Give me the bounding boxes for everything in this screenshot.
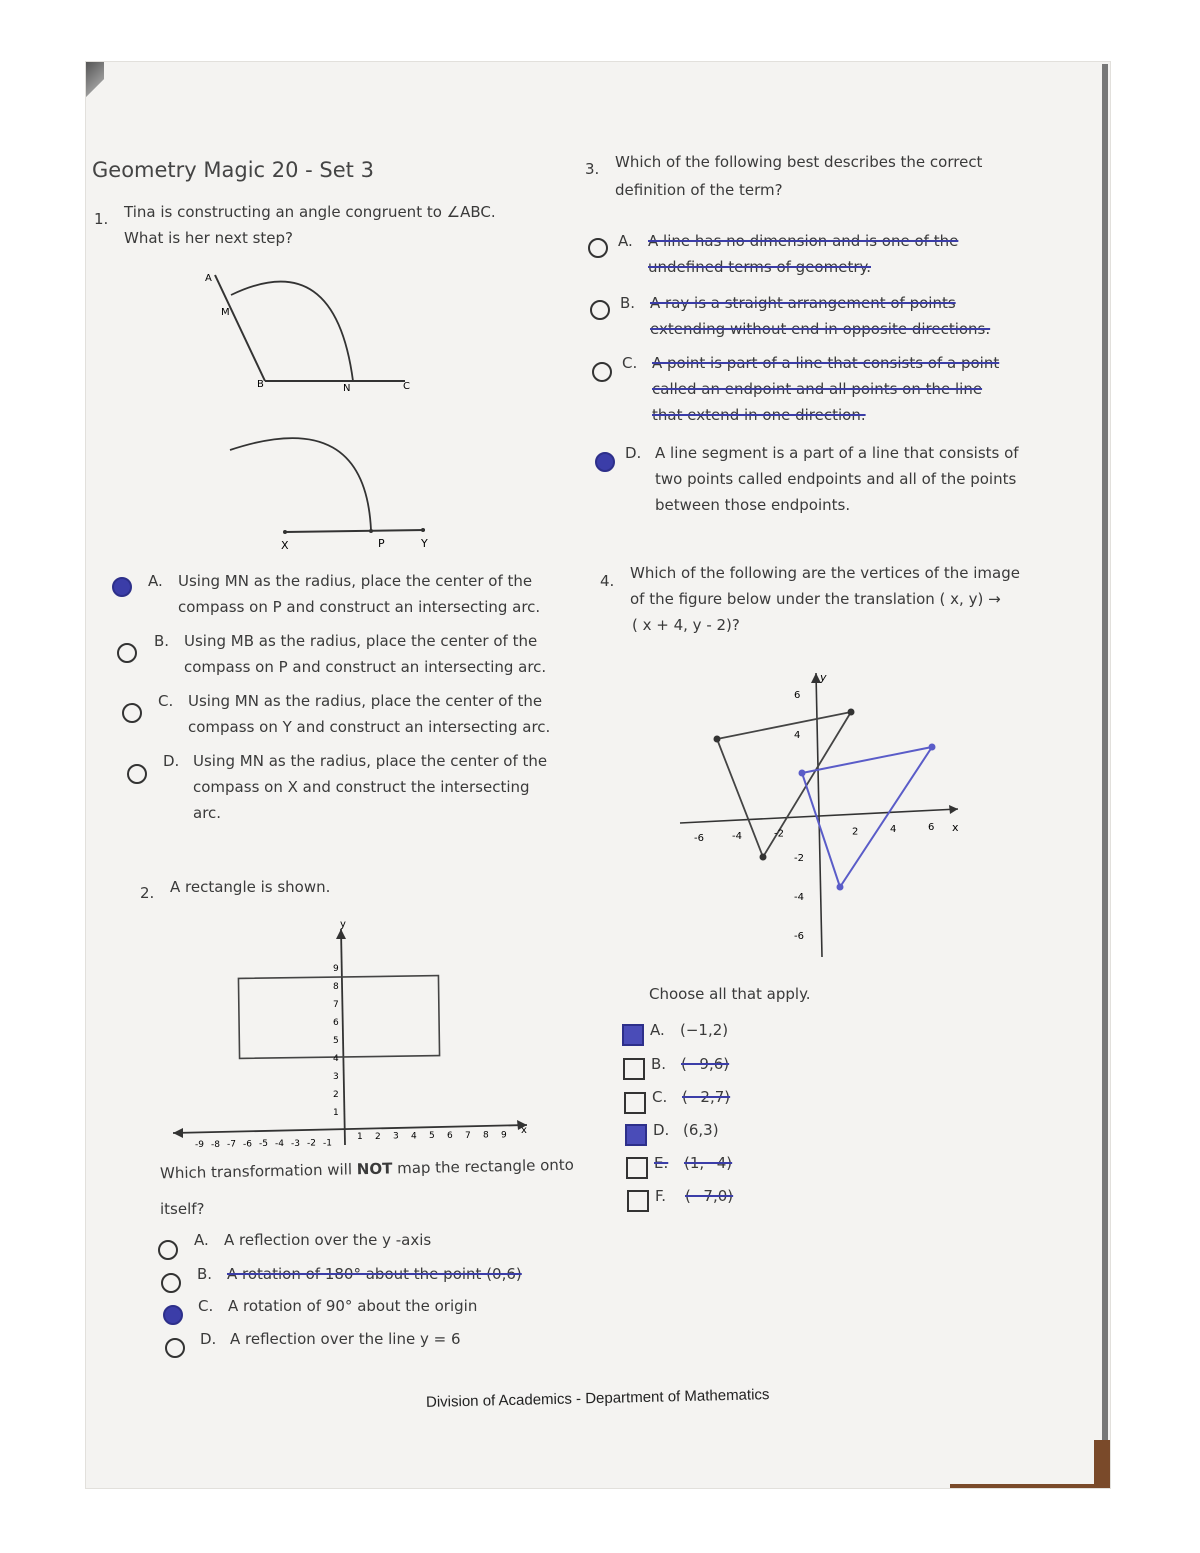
x-tick-label: 6: [447, 1131, 453, 1141]
q1-text-line2: What is her next step?: [124, 229, 294, 247]
ray-XY: [285, 530, 425, 532]
q4-option-c-checkbox[interactable]: [624, 1092, 646, 1114]
q1-option-a-radio[interactable]: [112, 577, 132, 597]
q4-option-f[interactable]: F. (−7,0): [655, 1187, 734, 1205]
q2-text: A rectangle is shown.: [170, 878, 331, 896]
q1-option-a[interactable]: A. Using MN as the radius, place the center of the compass on P and construct an intersecting arc.: [148, 572, 541, 616]
image-triangle: [802, 747, 935, 887]
label-P: P: [378, 537, 385, 550]
y-tick-label: 6: [333, 1018, 339, 1028]
q2-number: 2.: [140, 884, 155, 902]
x-tick-label: 6: [928, 822, 935, 833]
x-axis-arrow: [949, 805, 958, 814]
q3-option-c[interactable]: C. A point is part of a line that consists of a point called an endpoint and all points on the line that extend in one direction.: [622, 354, 1000, 424]
x-tick-label: -6: [243, 1139, 252, 1150]
q2-option-b[interactable]: B. A rotation of 180° about the point (0,6): [197, 1265, 522, 1283]
x-tick-label: -2: [307, 1138, 316, 1149]
q2-question-line2: itself?: [160, 1200, 205, 1218]
y-tick-label: 4: [794, 730, 801, 741]
label-A: A: [205, 273, 212, 284]
vertex-original-3: [760, 854, 767, 861]
y-tick-label: -4: [794, 892, 804, 903]
q4-translation-graph: [670, 665, 970, 965]
q4-option-a[interactable]: A. (−1,2): [650, 1021, 729, 1039]
x-tick-label: -5: [259, 1139, 268, 1150]
q3-option-d[interactable]: D. A line segment is a part of a line that consists of two points called endpoints and all of the points between those endpoints.: [625, 444, 1019, 514]
q1-text-line1: Tina is constructing an angle congruent to ∠ABC.: [124, 203, 496, 221]
q4-option-e[interactable]: E. (1,−4): [654, 1154, 733, 1172]
x-tick-label: -8: [211, 1139, 220, 1150]
x-tick-label: -2: [774, 828, 784, 840]
y-axis-arrow: [336, 929, 346, 939]
x-tick-label: -7: [227, 1139, 236, 1150]
q4-option-e-checkbox[interactable]: [626, 1157, 648, 1179]
q3-text-line2: definition of the term?: [615, 181, 783, 199]
x-axis-label: x: [521, 1125, 527, 1136]
q1-option-c-radio[interactable]: [122, 703, 142, 723]
q3-option-b[interactable]: B. A ray is a straight arrangement of points extending without end in opposite directions.: [620, 294, 991, 338]
q1-option-b-radio[interactable]: [117, 643, 137, 663]
background-edge: [950, 1484, 1110, 1488]
q3-option-a-radio[interactable]: [588, 238, 608, 258]
q2-question-line1: Which transformation will NOT map the rectangle onto: [159, 1155, 575, 1183]
y-tick-label: 2: [333, 1090, 339, 1100]
x-tick-label: -1: [323, 1138, 332, 1149]
x-tick-label: 1: [357, 1132, 363, 1142]
vertex-original-2: [848, 709, 855, 716]
y-tick-label: 8: [333, 982, 339, 992]
arc-MN: [231, 282, 353, 381]
x-tick-label: -9: [195, 1140, 204, 1150]
vertex-original-1: [714, 736, 721, 743]
q4-option-d[interactable]: D. (6,3): [653, 1121, 719, 1139]
x-ticks-positive: [357, 1130, 507, 1142]
y-tick-label: 1: [333, 1108, 339, 1118]
q1-number: 1.: [94, 210, 109, 228]
background-corner: [1094, 1440, 1110, 1488]
q2-coordinate-grid: [165, 915, 545, 1150]
x-tick-label: -4: [732, 830, 742, 842]
label-N: N: [343, 383, 351, 394]
y-axis-label: y: [340, 919, 346, 930]
label-M: M: [221, 307, 230, 318]
q4-option-b-checkbox[interactable]: [623, 1058, 645, 1080]
x-tick-label: 3: [393, 1131, 399, 1142]
y-tick-label: -6: [794, 931, 804, 942]
page-title: Geometry Magic 20 - Set 3: [92, 158, 374, 182]
vertex-image-3: [837, 884, 844, 891]
y-ticks: [333, 964, 339, 1118]
x-tick-label: 9: [501, 1130, 507, 1141]
x-tick-label: 4: [411, 1131, 417, 1142]
q2-option-c-radio[interactable]: [163, 1305, 183, 1325]
x-tick-label: -4: [275, 1139, 284, 1149]
graph-y-ticks: [794, 690, 804, 942]
x-tick-label: -3: [291, 1138, 300, 1149]
q4-text-line2: of the figure below under the translation ( x, y) →: [630, 590, 1001, 608]
q4-text-line1: Which of the following are the vertices of the image: [630, 564, 1020, 582]
q1-construction-figure: [195, 265, 445, 555]
vertex-image-1: [799, 770, 806, 777]
point-Y: [421, 528, 425, 532]
arc-construction: [230, 438, 371, 530]
q2-option-d[interactable]: D. A reflection over the line y = 6: [200, 1330, 461, 1348]
q4-option-d-checkbox[interactable]: [625, 1124, 647, 1146]
page-shadow-edge: [1102, 64, 1108, 1484]
rectangle: [238, 976, 439, 1059]
q2-option-d-radio[interactable]: [165, 1338, 185, 1358]
label-Y: Y: [421, 537, 428, 550]
x-tick-label: 8: [483, 1130, 489, 1141]
q3-number: 3.: [585, 160, 600, 178]
q4-option-b[interactable]: B. (−9,6): [651, 1055, 730, 1073]
q2-option-c[interactable]: C. A rotation of 90° about the origin: [198, 1297, 478, 1315]
point-P: [369, 529, 373, 533]
q3-option-d-radio[interactable]: [595, 452, 615, 472]
y-tick-label: 7: [333, 1000, 339, 1010]
label-X: X: [281, 539, 289, 552]
x-tick-label: -6: [694, 833, 704, 844]
graph-y-label: y: [820, 671, 827, 684]
label-B: B: [257, 379, 264, 390]
x-tick-label: 5: [429, 1131, 435, 1142]
x-axis: [173, 1125, 527, 1133]
q4-choose-all: Choose all that apply.: [649, 985, 811, 1003]
x-axis-arrow-left: [173, 1128, 183, 1138]
q4-number: 4.: [600, 572, 615, 590]
point-X: [283, 530, 287, 534]
q1-option-d-radio[interactable]: [127, 764, 147, 784]
q3-option-a[interactable]: A. A line has no dimension and is one of the undefined terms of geometry.: [618, 232, 959, 276]
page-footer: Division of Academics - Department of Mathematics: [425, 1386, 770, 1411]
x-tick-label: 4: [890, 824, 897, 836]
graph-x-ticks: [694, 822, 934, 844]
q1-option-c[interactable]: C. Using MN as the radius, place the center of the compass on Y and construct an intersecting arc.: [158, 692, 551, 736]
q2-option-b-radio[interactable]: [161, 1273, 181, 1293]
y-tick-label: 4: [333, 1054, 339, 1064]
x-ticks-negative: [195, 1138, 332, 1150]
graph-x-label: x: [952, 821, 959, 834]
q4-text-line3: ( x + 4, y - 2)?: [632, 616, 740, 634]
page-shadow-corner: [86, 62, 104, 102]
q1-option-b[interactable]: B. Using MB as the radius, place the center of the compass on P and construct an intersecting arc.: [154, 632, 547, 676]
vertex-image-2: [929, 744, 936, 751]
y-tick-label: 9: [333, 964, 339, 974]
y-tick-label: 5: [333, 1036, 339, 1046]
x-tick-label: 2: [375, 1131, 381, 1142]
x-tick-label: 7: [465, 1130, 471, 1141]
q4-option-f-checkbox[interactable]: [627, 1190, 649, 1212]
q3-text-line1: Which of the following best describes the correct: [615, 153, 983, 171]
q3-option-b-radio[interactable]: [590, 300, 610, 320]
y-tick-label: -2: [794, 853, 804, 864]
y-axis: [341, 929, 345, 1145]
q4-option-a-checkbox[interactable]: [622, 1024, 644, 1046]
y-tick-label: 3: [333, 1072, 339, 1082]
y-tick-label: 6: [794, 690, 801, 701]
x-tick-label: 2: [852, 826, 859, 838]
q3-option-c-radio[interactable]: [592, 362, 612, 382]
q2-option-a-radio[interactable]: [158, 1240, 178, 1260]
label-C: C: [403, 381, 410, 392]
q1-option-d[interactable]: D. Using MN as the radius, place the center of the compass on X and construct the intersecting arc.: [163, 752, 548, 822]
q2-option-a[interactable]: A. A reflection over the y -axis: [194, 1231, 432, 1249]
q4-option-c[interactable]: C. (−2,7): [652, 1088, 731, 1106]
